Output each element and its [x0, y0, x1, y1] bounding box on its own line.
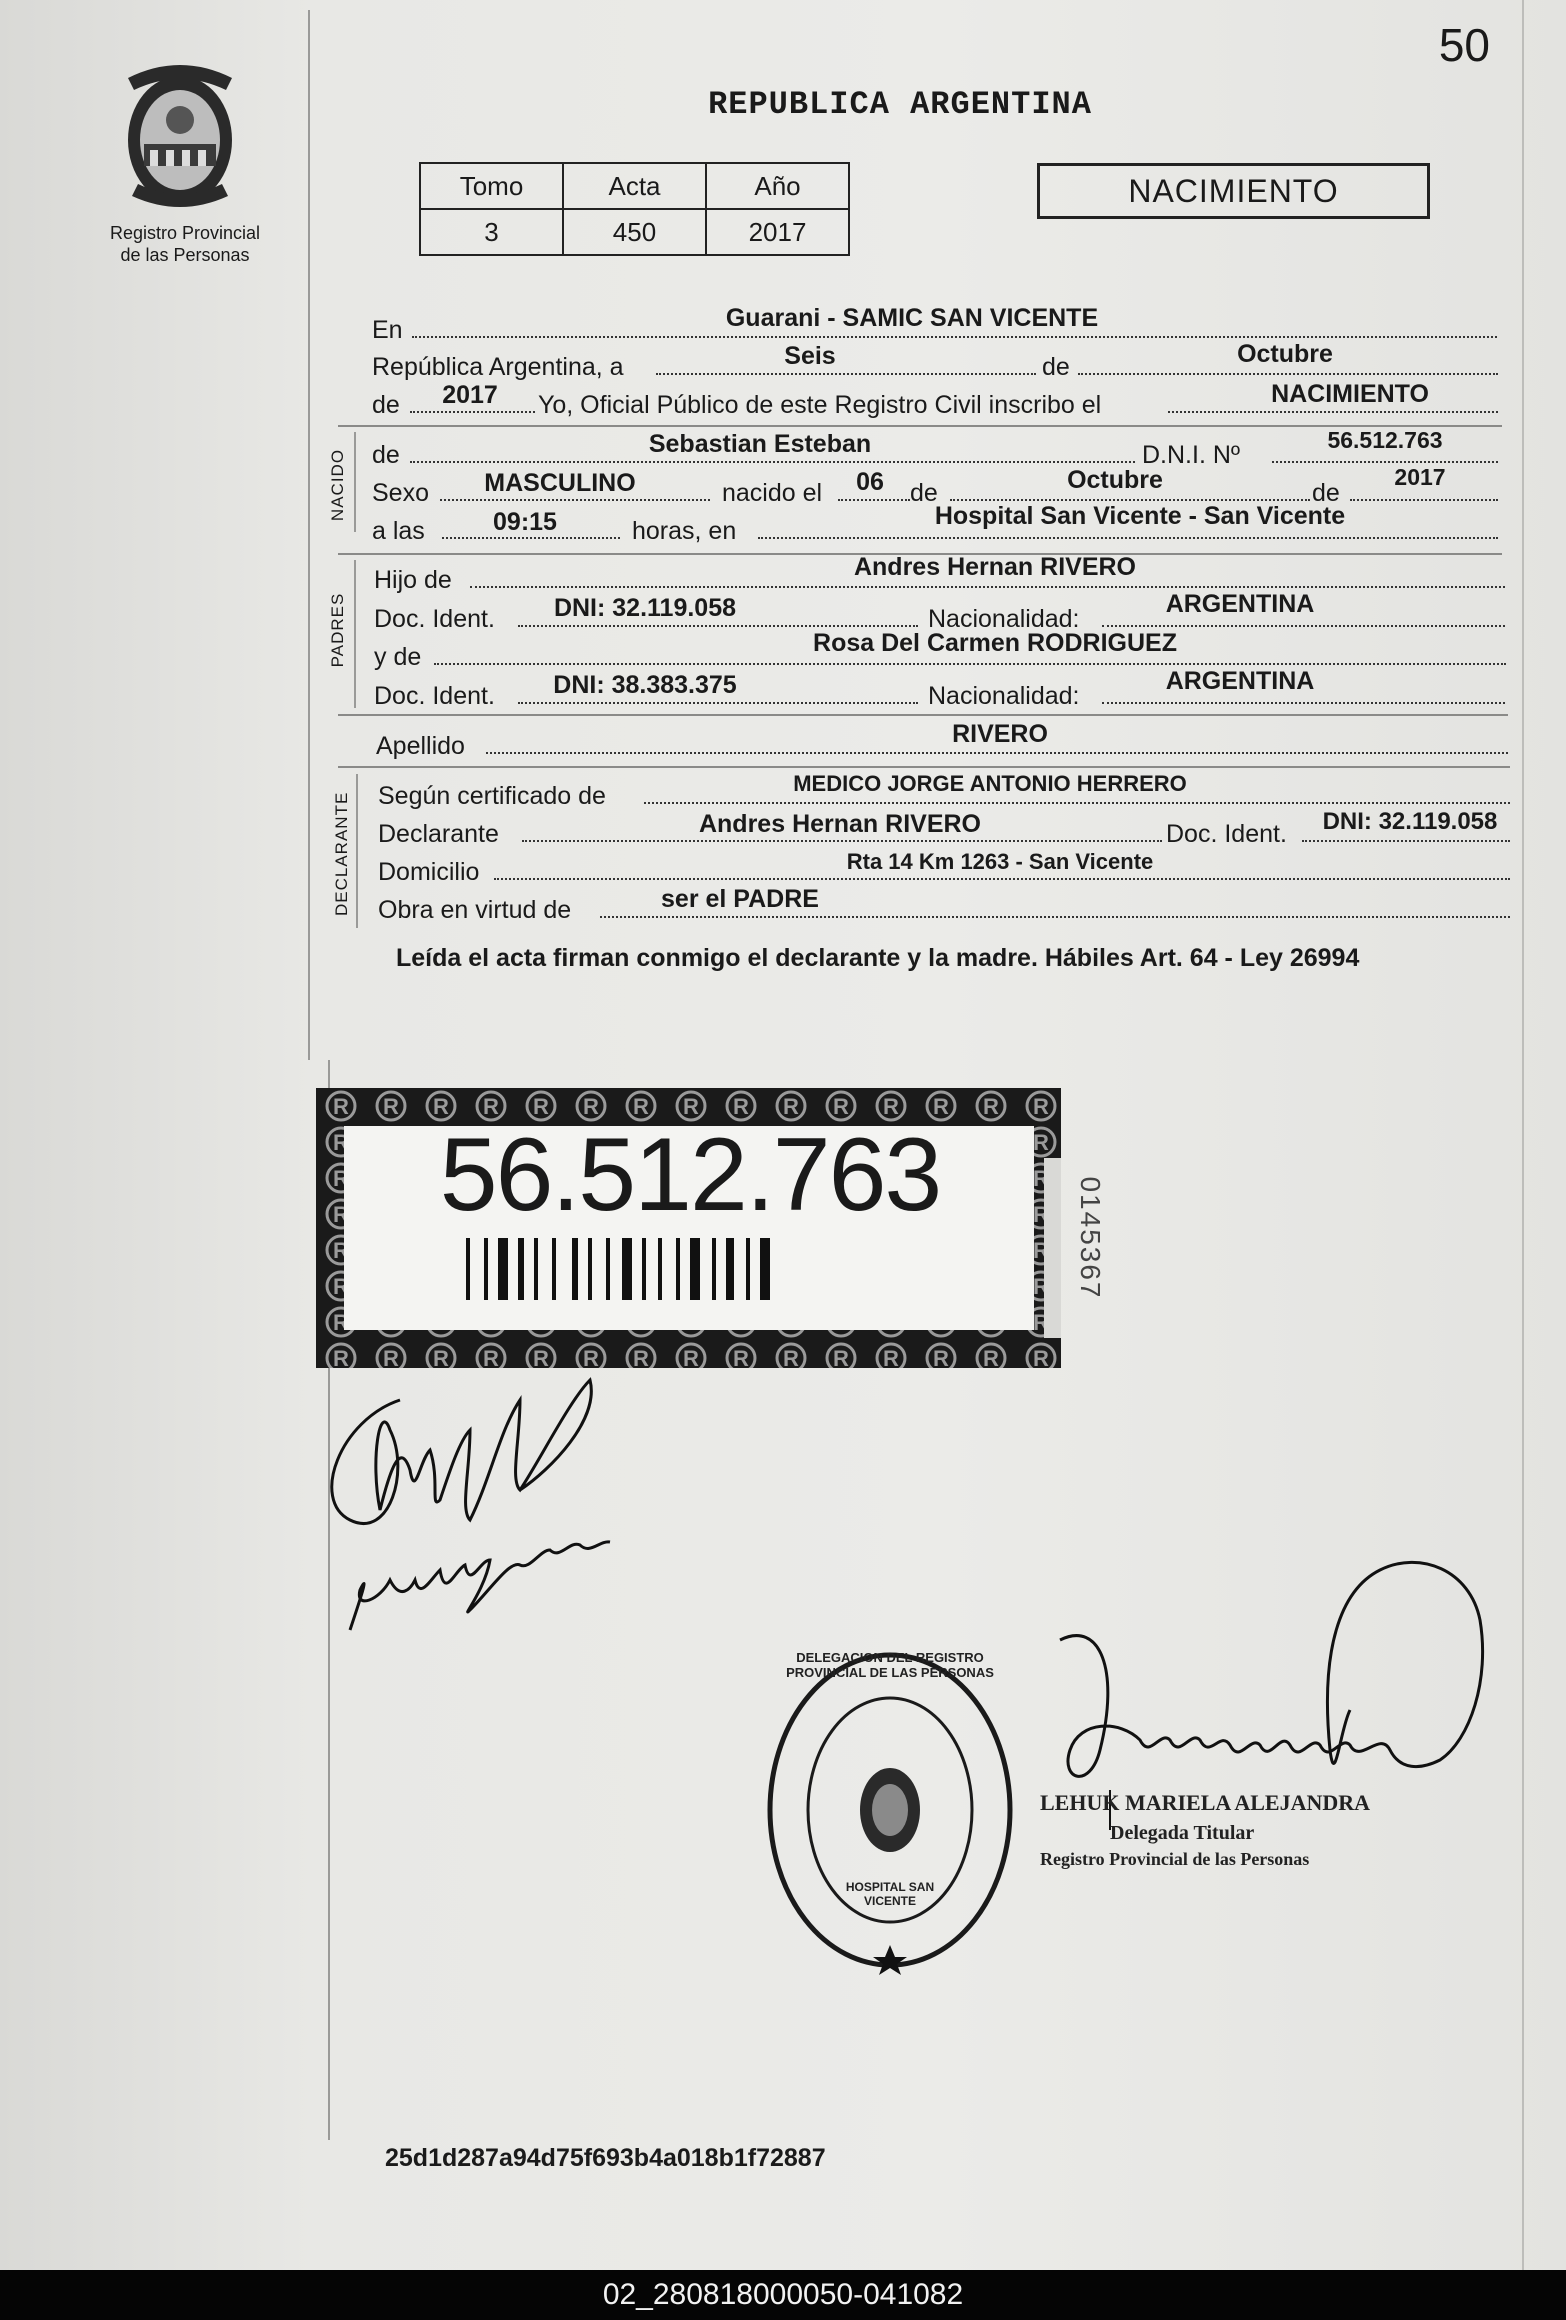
barcode-bar — [466, 1238, 470, 1300]
dni-label: D.N.I. Nº — [1142, 441, 1241, 469]
official-name: LEHUK MARIELA ALEJANDRA — [1040, 1790, 1371, 1815]
dotted-line — [1168, 411, 1498, 413]
dotted-line — [434, 663, 1506, 665]
value-acta: 450 — [563, 209, 706, 255]
padres-section-label: PADRES — [328, 592, 347, 668]
barcode-bar — [642, 1238, 646, 1300]
barcode-bar — [622, 1238, 632, 1300]
official-org: Registro Provincial de las Personas — [1040, 1849, 1310, 1869]
dotted-line — [440, 499, 710, 501]
dotted-line — [644, 802, 1510, 804]
nacido-de-label: de — [372, 441, 400, 469]
officer-text: Yo, Oficial Público de este Registro Civil inscribo el — [538, 391, 1102, 419]
domicilio-label: Domicilio — [378, 858, 480, 886]
obra-value: ser el PADRE — [661, 885, 819, 913]
dotted-line — [1272, 461, 1498, 463]
closing-statement: Leída el acta firman conmigo el declarante y la madre. Hábiles Art. 64 - Ley 26994 — [396, 944, 1360, 972]
dotted-line — [442, 537, 620, 539]
barcode-serial: 0145367 — [1075, 1176, 1106, 1300]
y-de-label: y de — [374, 643, 422, 671]
declarante-name: Andres Hernan RIVERO — [698, 810, 981, 838]
right-edge-line — [1522, 0, 1524, 2270]
seal-outer-text: DELEGACION DEL REGISTRO PROVINCIAL DE LAS PERSONAS — [786, 1650, 994, 1680]
mother-signature — [320, 1360, 640, 1660]
seal-inner-text: HOSPITAL SAN VICENTE — [845, 1880, 935, 1908]
child-dni: 56.512.763 — [1327, 427, 1443, 453]
sexo-label: Sexo — [372, 479, 429, 507]
barcode-bar — [760, 1238, 770, 1300]
father-doc-label: Doc. Ident. — [374, 605, 495, 633]
child-name: Sebastian Esteban — [648, 430, 872, 458]
value-ano: 2017 — [706, 209, 849, 255]
declarante-label: Declarante — [378, 820, 499, 848]
dotted-line — [518, 702, 918, 704]
section-line — [356, 774, 358, 928]
barcode-bar — [498, 1238, 508, 1300]
dotted-line — [1350, 499, 1498, 501]
day-value: Seis — [784, 342, 836, 370]
birth-month: Octubre — [1067, 466, 1163, 494]
barcode-bar — [658, 1238, 662, 1300]
margin-line — [308, 10, 310, 1060]
dotted-line — [486, 752, 1508, 754]
dotted-line — [494, 878, 1510, 880]
document-title: REPUBLICA ARGENTINA — [708, 86, 1092, 123]
dotted-line — [410, 411, 535, 413]
record-table — [419, 162, 850, 256]
birth-de-label: de — [910, 479, 938, 507]
domicilio-value: Rta 14 Km 1263 - San Vicente — [846, 849, 1154, 874]
de2-label: de — [372, 391, 400, 419]
dotted-line — [600, 916, 1510, 918]
hijo-de-label: Hijo de — [374, 566, 452, 594]
barcode-bar — [690, 1238, 700, 1300]
month-value: Octubre — [1237, 340, 1333, 368]
barcode-bar — [518, 1238, 524, 1300]
barcode-bar — [552, 1238, 556, 1300]
record-type-box: NACIMIENTO — [1037, 163, 1430, 219]
dotted-line — [522, 840, 1162, 842]
header-ano: Año — [706, 163, 849, 209]
barcode-bar — [572, 1238, 578, 1300]
header-tomo: Tomo — [420, 163, 563, 209]
father-nat-label: Nacionalidad: — [928, 605, 1080, 633]
dotted-line — [1078, 373, 1498, 375]
dotted-line — [410, 461, 1135, 463]
official-role: Delegada Titular — [1110, 1822, 1255, 1844]
declarante-doc-label: Doc. Ident. — [1166, 820, 1287, 848]
section-divider — [338, 714, 1508, 716]
declarante-section-label: DECLARANTE — [332, 791, 351, 916]
barcode-bar — [726, 1238, 734, 1300]
birth-time: 09:15 — [493, 508, 557, 536]
en-label: En — [372, 316, 403, 344]
barcode-bar — [746, 1238, 750, 1300]
dotted-line — [1302, 840, 1510, 842]
barcode-bar — [484, 1238, 488, 1300]
dotted-line — [950, 499, 1310, 501]
barcode-bar — [712, 1238, 716, 1300]
certificado-label: Según certificado de — [378, 782, 606, 810]
value-tomo: 3 — [420, 209, 563, 255]
registry-seal-stamp — [760, 1645, 1020, 1975]
document-hash: 25d1d287a94d75f693b4a018b1f72887 — [385, 2144, 826, 2172]
mother-doc: DNI: 38.383.375 — [553, 671, 737, 699]
birth-day: 06 — [856, 468, 884, 496]
section-line — [354, 560, 356, 708]
barcode-bar — [676, 1238, 680, 1300]
birth-place: Hospital San Vicente - San Vicente — [934, 502, 1346, 530]
registry-label — [95, 222, 275, 266]
nacido-el-label: nacido el — [722, 479, 823, 507]
a-las-label: a las — [372, 517, 425, 545]
dotted-line — [518, 625, 918, 627]
event-value: NACIMIENTO — [1271, 380, 1429, 408]
republica-label: República Argentina, a — [372, 353, 624, 381]
nacido-section-label: NACIDO — [328, 448, 347, 522]
header-acta: Acta — [563, 163, 706, 209]
apellido-value: RIVERO — [952, 720, 1048, 748]
dotted-line — [470, 586, 1505, 588]
place-value: Guarani - SAMIC SAN VICENTE — [725, 304, 1099, 332]
sex-value: MASCULINO — [484, 469, 636, 497]
barcode-bar — [534, 1238, 538, 1300]
declarante-doc: DNI: 32.119.058 — [1322, 808, 1498, 835]
barcode-bar — [588, 1238, 592, 1300]
mother-nationality: ARGENTINA — [1165, 667, 1315, 695]
birth-de2-label: de — [1312, 479, 1340, 507]
section-line — [354, 432, 356, 532]
footer-id: 02_280818000050-041082 — [0, 2270, 1566, 2320]
mother-nat-label: Nacionalidad: — [928, 682, 1080, 710]
obra-label: Obra en virtud de — [378, 896, 572, 924]
mother-name: Rosa Del Carmen RODRIGUEZ — [813, 629, 1177, 657]
section-divider — [338, 766, 1510, 768]
registry-label-line1: Registro Provincial — [109, 223, 261, 243]
apellido-label: Apellido — [376, 732, 465, 760]
horas-label: horas, en — [632, 517, 737, 545]
dotted-line — [656, 373, 1036, 375]
birth-year: 2017 — [1394, 464, 1446, 490]
page-number: 50 — [1438, 19, 1490, 71]
dotted-line — [412, 336, 1497, 338]
dotted-line — [838, 499, 910, 501]
de-label: de — [1042, 353, 1070, 381]
barcode-bar — [606, 1238, 610, 1300]
certificado-value: MEDICO JORGE ANTONIO HERRERO — [793, 771, 1187, 796]
father-name: Andres Hernan RIVERO — [853, 553, 1136, 581]
dotted-line — [758, 537, 1498, 539]
father-nationality: ARGENTINA — [1165, 590, 1315, 618]
barcode-number: 56.512.763 — [439, 1117, 941, 1233]
father-doc: DNI: 32.119.058 — [553, 594, 737, 622]
year-value: 2017 — [442, 381, 498, 409]
registry-label-line2: de las Personas — [120, 245, 250, 265]
official-block — [1040, 1790, 1370, 1870]
misiones-coat-of-arms-logo — [110, 58, 250, 218]
dotted-line — [1102, 625, 1505, 627]
dotted-line — [1102, 702, 1505, 704]
mother-doc-label: Doc. Ident. — [374, 682, 495, 710]
